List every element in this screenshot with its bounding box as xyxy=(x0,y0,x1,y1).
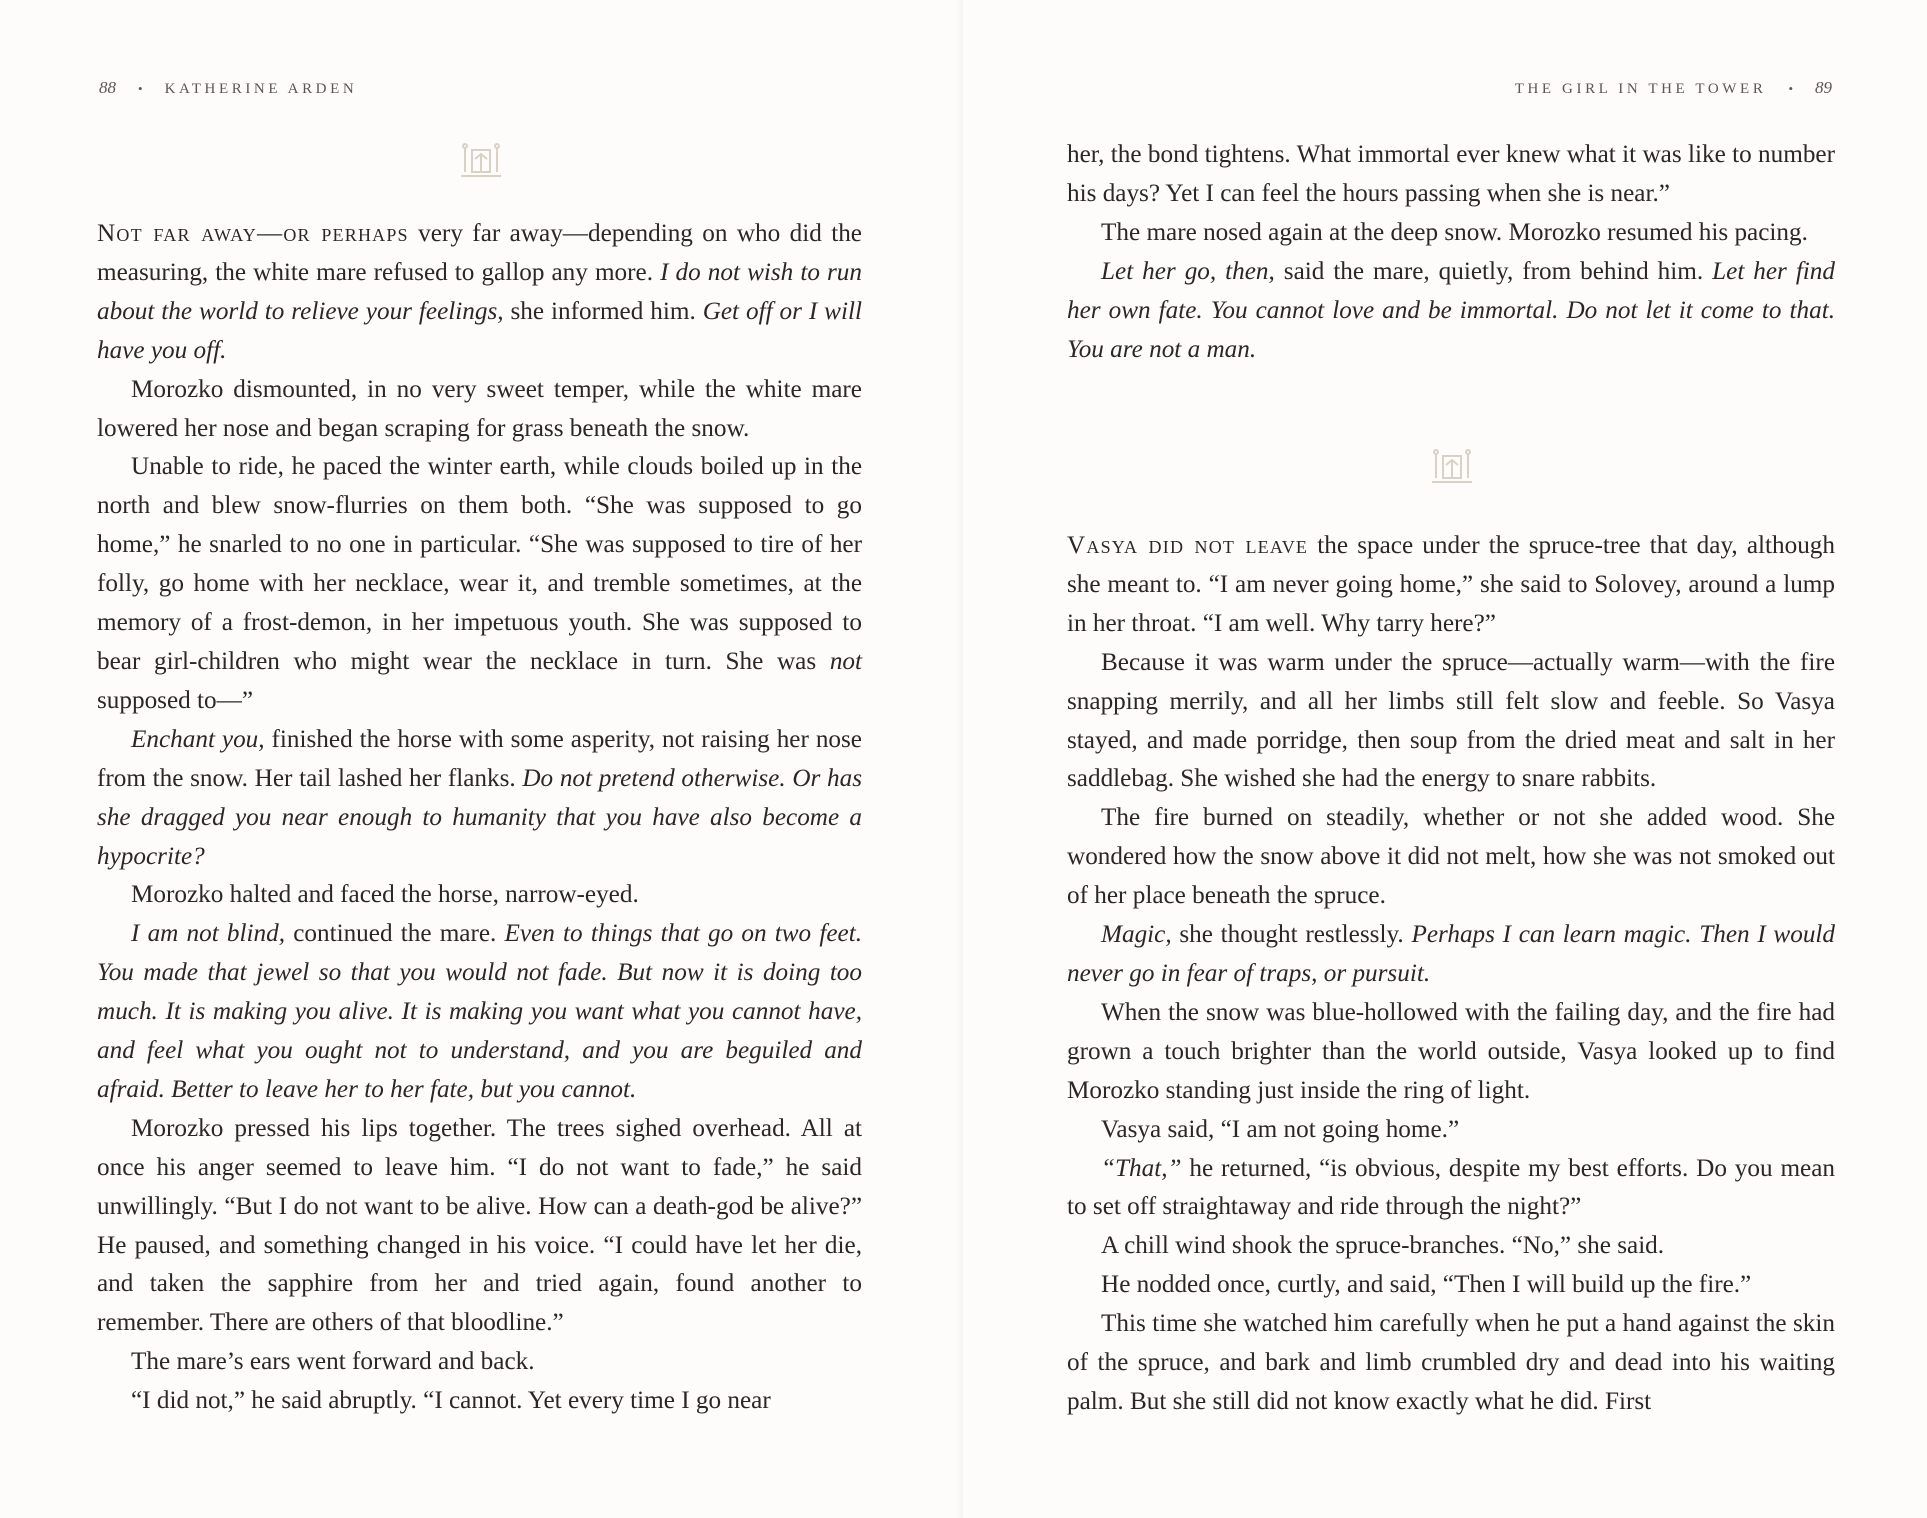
text-run: A chill wind shook the spruce-branches. “No,” she said. xyxy=(1101,1232,1665,1260)
paragraph xyxy=(1067,994,1835,1111)
italic-run: Let her find her own fate. You cannot love and be immortal. Do not let it come to that. You are not a man. xyxy=(1067,257,1835,363)
italic-run: “That,” xyxy=(1101,1154,1182,1182)
text-run: Morozko dismounted, in no very sweet temper, while the white mare lowered her nose and began scraping for grass beneath the snow. xyxy=(97,375,862,442)
text-run: very far away—depending on who did the measuring, the white mare refused to gallop any more. xyxy=(97,220,862,286)
paragraph xyxy=(1067,1150,1835,1228)
italic-run: Enchant you, xyxy=(131,725,265,753)
paragraph xyxy=(1067,916,1835,994)
paragraph xyxy=(97,215,862,371)
italic-run: I am not blind, xyxy=(131,920,286,948)
bullet-separator: • xyxy=(138,81,143,96)
right-page-body-lower xyxy=(1067,527,1835,1422)
text-run: The mare’s ears went forward and back. xyxy=(131,1348,535,1376)
paragraph xyxy=(1067,1305,1835,1422)
paragraph xyxy=(97,1382,862,1421)
italic-run: Get off or I will have you off. xyxy=(97,297,862,364)
italic-run: Let her go, then, xyxy=(1101,257,1275,285)
italic-run: Do not pretend otherwise. Or has she dragged you near enough to humanity that you have also become a hypocrite? xyxy=(97,764,862,870)
author-name: KATHERINE ARDEN xyxy=(164,81,358,97)
text-run: the space under the spruce-tree that day, although she meant to. “I am never going home,” she said to Solovey, around a lump in her throat. “I am well. Why tarry here?” xyxy=(1067,532,1835,637)
text-run: “I did not,” he said abruptly. “I cannot. Yet every time I go near xyxy=(131,1387,771,1415)
bullet-separator: • xyxy=(1788,81,1793,96)
book-title: THE GIRL IN THE TOWER xyxy=(1514,81,1767,97)
running-head-left xyxy=(99,78,357,98)
text-run: Vasya said, “I am not going home.” xyxy=(1101,1115,1460,1143)
text-run: When the snow was blue-hollowed with the failing day, and the fire had grown a touch brighter than the world outside, Vasya looked up to find Morozko standing just inside the ring of light. xyxy=(1067,998,1835,1104)
text-run: continued the mare. xyxy=(285,920,505,948)
text-run: supposed to—” xyxy=(97,686,254,714)
text-run: The mare nosed again at the deep snow. Morozko resumed his pacing. xyxy=(1101,218,1808,246)
paragraph xyxy=(97,448,862,720)
italic-run: not xyxy=(829,647,862,675)
italic-run: Perhaps I can learn magic. Then I would never go in fear of traps, or pursuit. xyxy=(1067,921,1835,987)
text-run: said the mare, quietly, from behind him. xyxy=(1274,257,1713,285)
paragraph xyxy=(1067,136,1835,214)
right-page-body-upper xyxy=(1067,136,1835,369)
italic-run: I do not wish to run about the world to relieve your feelings, xyxy=(97,258,862,325)
paragraph xyxy=(1067,799,1835,916)
paragraph xyxy=(1067,527,1835,644)
page-number: 89 xyxy=(1815,78,1832,97)
page-number: 88 xyxy=(99,78,116,97)
opening-words: Vasya did not leave xyxy=(1067,532,1309,559)
text-run: Morozko pressed his lips together. The trees sighed overhead. All at once his anger seemed to leave him. “I do not want to fade,” he said unwillingly. “But I do not want to be alive. How can a death-god be alive?” He paused, and something changed in his voice. “I could have let her die, and taken the sapphire from her and tried again, found another to remember. There are others of that bloodline.” xyxy=(97,1114,862,1337)
opening-words: Not far away—or perhaps xyxy=(97,220,409,247)
paragraph xyxy=(97,371,862,449)
right-page xyxy=(963,0,1927,1518)
paragraph xyxy=(97,1343,862,1382)
left-page xyxy=(0,0,963,1518)
paragraph xyxy=(1067,644,1835,800)
paragraph xyxy=(97,721,862,877)
paragraph xyxy=(1067,1266,1835,1305)
text-run: Unable to ride, he paced the winter earth, while clouds boiled up in the north and blew snow-flurries on them both. “She was supposed to go home,” he snarled to no one in particular. “She was supposed to tire of her folly, go home with her necklace, wear it, and tremble sometimes, at the memory of a frost-demon, in her impetuous youth. She was supposed to bear girl-children who might wear the necklace in turn. She was xyxy=(97,453,862,675)
paragraph xyxy=(1067,1111,1835,1150)
paragraph xyxy=(97,1110,862,1343)
paragraph xyxy=(97,915,862,1110)
text-run: she thought restlessly. xyxy=(1171,921,1412,949)
left-page-body xyxy=(97,215,862,1421)
text-run: he returned, “is obvious, despite my best efforts. Do you mean to set off straightaway and ride through the night?” xyxy=(1067,1154,1835,1221)
text-run: she informed him. xyxy=(503,297,703,325)
italic-run: Even to things that go on two feet. You made that jewel so that you would not fade. But now it is doing too much. It is making you alive. It is making you want what you cannot have, and feel what you ought not to understand, and you are beguiled and afraid. Better to leave her to her fate, but you cannot. xyxy=(97,920,862,1103)
paragraph xyxy=(1067,1227,1835,1266)
paragraph xyxy=(97,876,862,915)
section-break-ornament-icon xyxy=(458,142,504,182)
running-head-right xyxy=(1515,78,1832,98)
section-break-ornament-icon xyxy=(1429,448,1475,488)
text-run: Because it was warm under the spruce—actually warm—with the fire snapping merrily, and all her limbs still felt slow and feeble. So Vasya stayed, and made porridge, then soup from the dried meat and salt in her saddlebag. She wished she had the energy to snare rabbits. xyxy=(1067,648,1835,793)
text-run: The fire burned on steadily, whether or not she added wood. She wondered how the snow above it did not melt, how she was not smoked out of her place beneath the spruce. xyxy=(1067,804,1835,910)
text-run: her, the bond tightens. What immortal ever knew what it was like to number his days? Yet I can feel the hours passing when she is near.” xyxy=(1067,141,1835,207)
text-run: He nodded once, curtly, and said, “Then I will build up the fire.” xyxy=(1101,1271,1752,1299)
italic-run: Magic, xyxy=(1101,921,1172,949)
text-run: Morozko halted and faced the horse, narrow-eyed. xyxy=(131,881,639,909)
text-run: finished the horse with some asperity, not raising her nose from the snow. Her tail lashed her flanks. xyxy=(97,725,862,792)
paragraph xyxy=(1067,253,1835,370)
paragraph xyxy=(1067,214,1835,253)
text-run: This time she watched him carefully when he put a hand against the skin of the spruce, and bark and limb crumbled dry and dead into his waiting palm. But she still did not know exactly what he did. First xyxy=(1067,1310,1835,1415)
